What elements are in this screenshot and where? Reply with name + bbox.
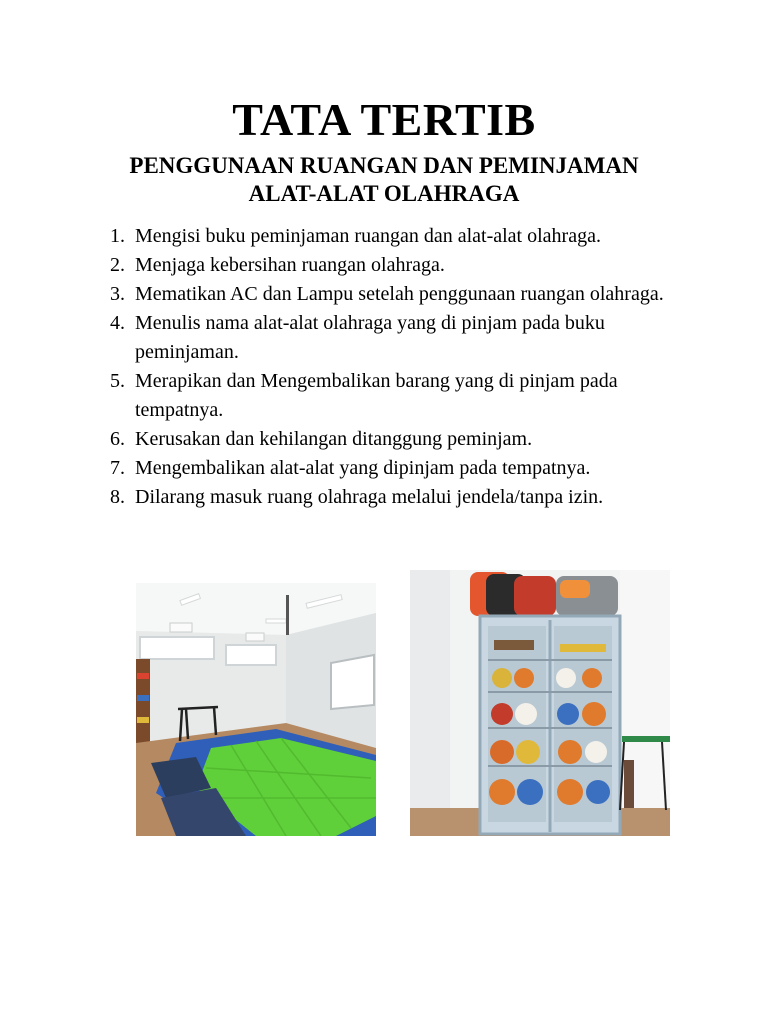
rule-number: 8. bbox=[110, 486, 125, 508]
rule-item bbox=[110, 222, 710, 251]
page-title: TATA TERTIB bbox=[232, 94, 536, 145]
equipment-cabinet-photo bbox=[410, 570, 670, 836]
sports-room-photo bbox=[136, 583, 376, 836]
rule-text: Menulis nama alat-alat olahraga yang di pinjam pada buku peminjaman. bbox=[135, 312, 605, 363]
rule-item bbox=[110, 367, 710, 425]
rule-item bbox=[110, 309, 710, 367]
rule-item bbox=[110, 454, 710, 483]
rule-number: 4. bbox=[110, 312, 125, 334]
rule-text: Kerusakan dan kehilangan ditanggung peminjam. bbox=[135, 428, 533, 450]
cabinet-illustration bbox=[410, 570, 670, 836]
rule-text: Mematikan AC dan Lampu setelah penggunaan ruangan olahraga. bbox=[135, 283, 664, 305]
subtitle-line-2: ALAT-ALAT OLAHRAGA bbox=[248, 181, 520, 206]
page-subtitle bbox=[0, 152, 768, 208]
rule-text: Menjaga kebersihan ruangan olahraga. bbox=[135, 254, 445, 276]
rule-number: 7. bbox=[110, 457, 125, 479]
rule-item bbox=[110, 280, 710, 309]
rule-number: 6. bbox=[110, 428, 125, 450]
rule-text: Merapikan dan Mengembalikan barang yang di pinjam pada tempatnya. bbox=[135, 370, 618, 421]
rule-number: 5. bbox=[110, 370, 125, 392]
rule-text: Dilarang masuk ruang olahraga melalui jendela/tanpa izin. bbox=[135, 486, 604, 508]
rule-number: 1. bbox=[110, 225, 125, 247]
rule-number: 2. bbox=[110, 254, 125, 276]
rule-text: Mengisi buku peminjaman ruangan dan alat-alat olahraga. bbox=[135, 225, 601, 247]
subtitle-line-1: PENGGUNAAN RUANGAN DAN PEMINJAMAN bbox=[129, 153, 639, 178]
rule-text: Mengembalikan alat-alat yang dipinjam pada tempatnya. bbox=[135, 457, 591, 479]
rules-list bbox=[110, 222, 710, 512]
rule-item bbox=[110, 483, 710, 512]
rule-number: 3. bbox=[110, 283, 125, 305]
rule-item bbox=[110, 425, 710, 454]
sports-room-illustration bbox=[136, 583, 376, 836]
rule-item bbox=[110, 251, 710, 280]
